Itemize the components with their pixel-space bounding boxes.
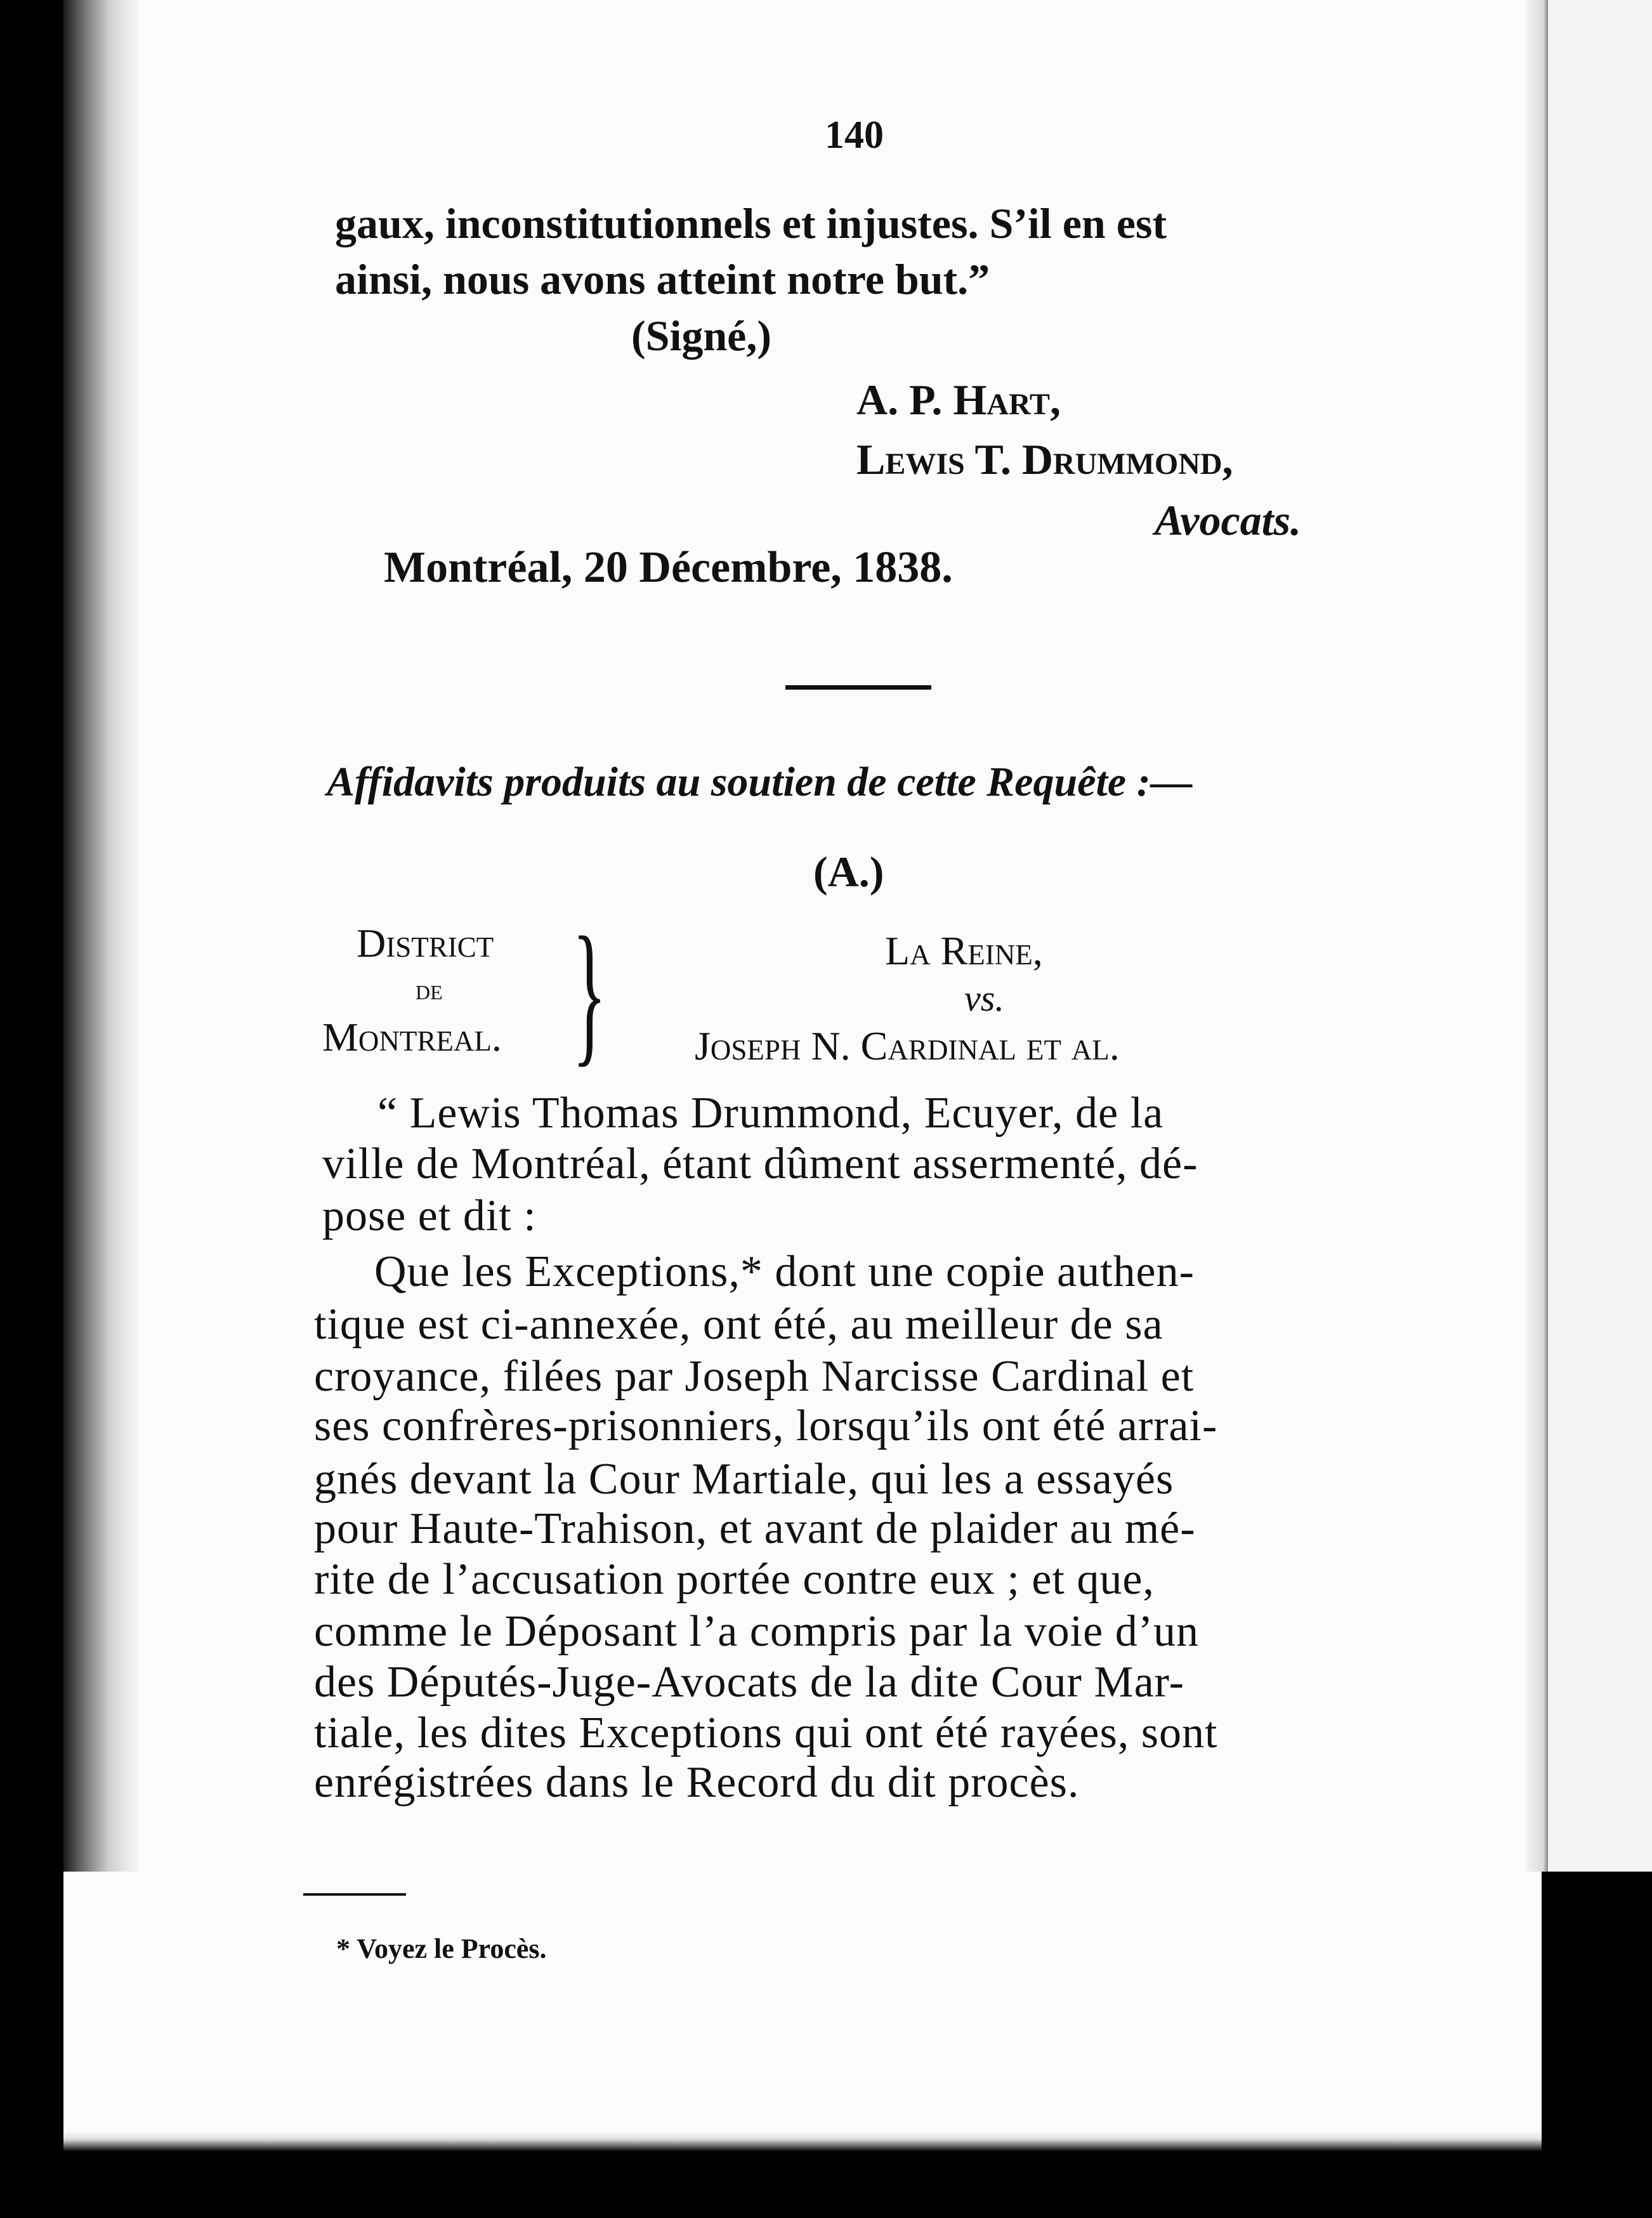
- body-line: “ Lewis Thomas Drummond, Ecuyer, de la: [377, 1089, 1164, 1138]
- body-line: pose et dit :: [322, 1191, 537, 1240]
- caption-defendant: Joseph N. Cardinal et al.: [695, 1023, 1120, 1068]
- body-line: comme le Déposant l’a compris par la voie d’un: [314, 1607, 1200, 1656]
- body-line: des Députés-Juge-Avocats de la dite Cour Mar-: [314, 1658, 1184, 1707]
- body-line: ville de Montréal, étant dûment assermenté, dé-: [322, 1139, 1198, 1188]
- caption-brace: }: [572, 905, 606, 1080]
- body-line: tiale, les dites Exceptions qui ont été rayées, sont: [314, 1709, 1218, 1757]
- body-line: rite de l’accusation portée contre eux ; et que,: [314, 1555, 1155, 1604]
- caption-district: District: [357, 921, 494, 966]
- section-divider: [785, 685, 931, 690]
- caption-de: de: [416, 973, 443, 1006]
- text-line: ainsi, nous avons atteint notre but.”: [335, 255, 990, 303]
- book-spine: [63, 0, 140, 1878]
- body-line: pour Haute-Trahison, et avant de plaider au mé-: [314, 1504, 1196, 1553]
- footnote-rule: [303, 1893, 406, 1896]
- caption-versus: vs.: [964, 978, 1004, 1019]
- body-line: tique est ci-annexée, ont été, au meilleur de sa: [314, 1300, 1164, 1349]
- gutter-shadow: [1526, 0, 1551, 1872]
- caption-plaintiff: La Reine,: [885, 928, 1043, 973]
- signatory-name: Lewis T. Drummond,: [856, 435, 1233, 483]
- body-line: croyance, filées par Joseph Narcisse Cardinal et: [314, 1352, 1195, 1401]
- facing-page-edge: [1548, 0, 1652, 1872]
- date-line: Montréal, 20 Décembre, 1838.: [384, 543, 953, 592]
- body-line: Que les Exceptions,* dont une copie authen-: [374, 1247, 1195, 1296]
- body-line: gnés devant la Cour Martiale, qui les a essayés: [314, 1455, 1174, 1504]
- section-heading: Affidavits produits au soutien de cette Requête :—: [327, 759, 1193, 805]
- body-line: enrégistrées dans le Record du dit procès.: [314, 1758, 1080, 1807]
- signature-label: (Signé,): [631, 312, 771, 360]
- section-label: (A.): [813, 848, 884, 896]
- page-bottom-edge: [63, 2132, 1542, 2151]
- body-line: ses confrères-prisonniers, lorsqu’ils ont été arrai-: [314, 1401, 1218, 1450]
- signatory-title: Avocats.: [1155, 496, 1302, 544]
- footnote: * Voyez le Procès.: [336, 1933, 547, 1964]
- signatory-name: A. P. Hart,: [856, 376, 1061, 424]
- page-number: 140: [825, 114, 884, 157]
- caption-montreal: Montreal.: [322, 1014, 502, 1060]
- scan-bottom-border: [0, 2151, 1652, 2218]
- text-line: gaux, inconstitutionnels et injustes. S’il en est: [335, 199, 1167, 247]
